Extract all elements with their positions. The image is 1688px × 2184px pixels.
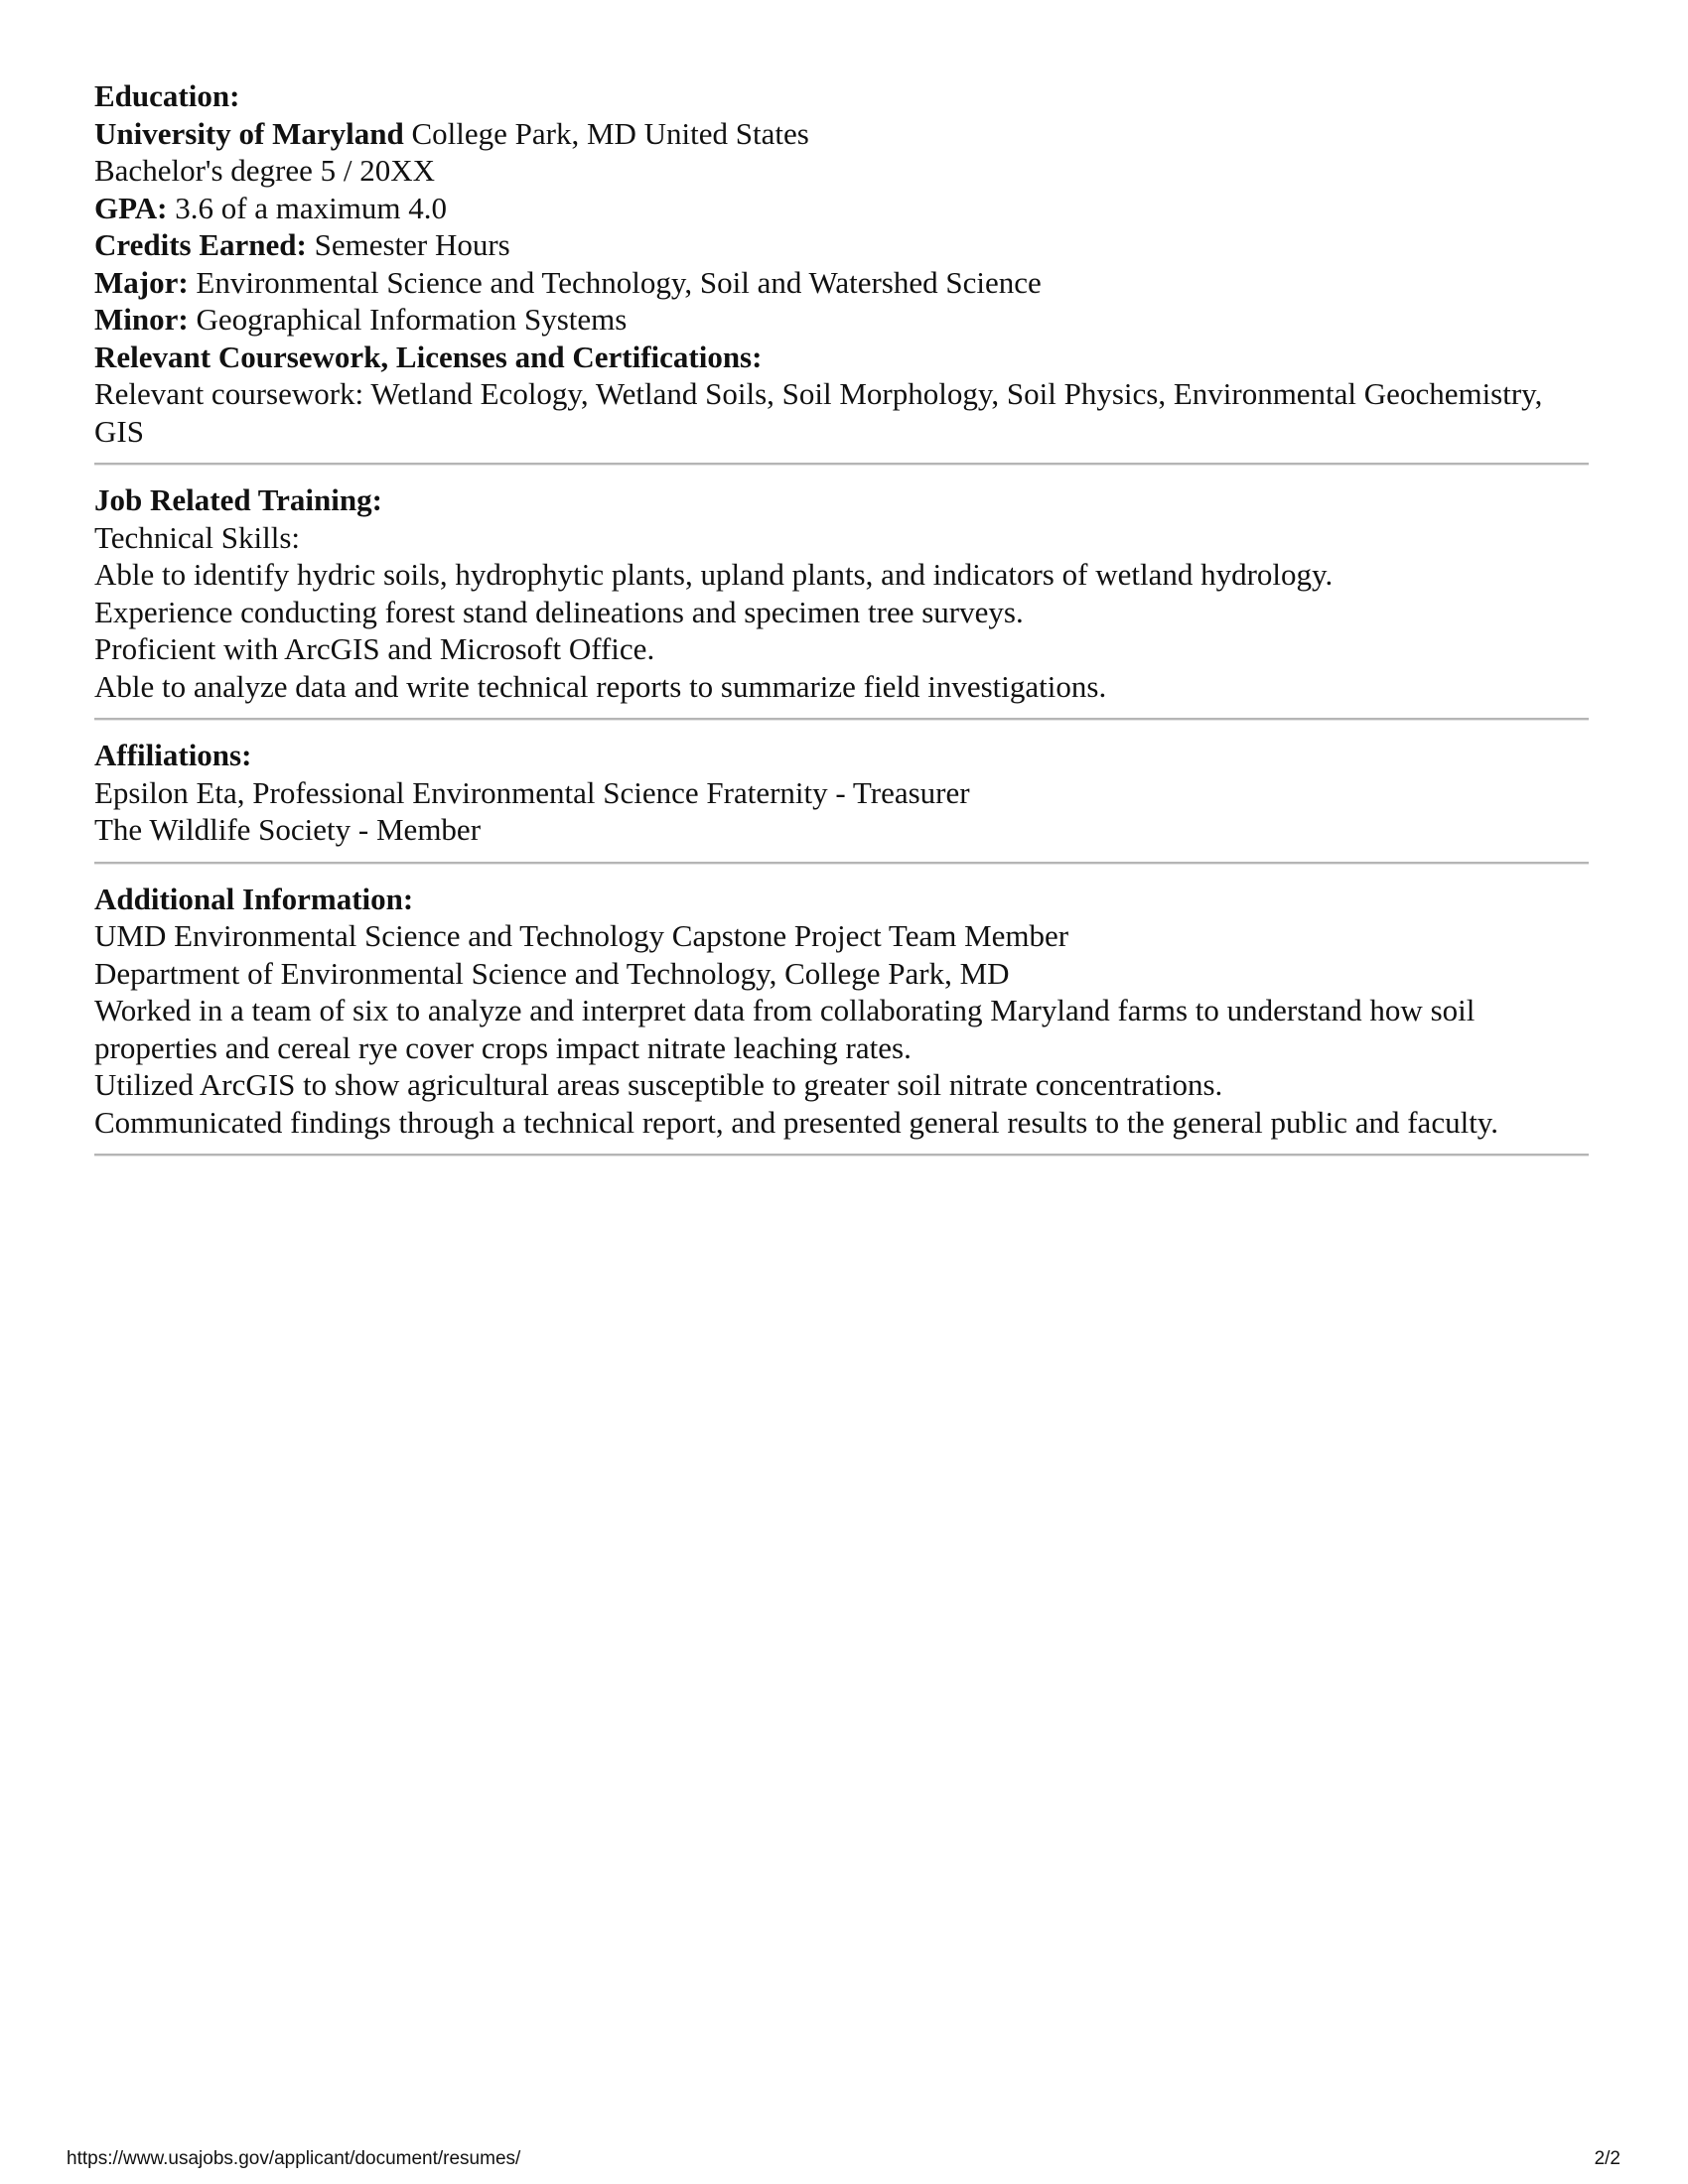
training-line: Able to analyze data and write technical reports to summarize field investigations. bbox=[94, 668, 1107, 704]
major-value: Environmental Science and Technology, Soil and Watershed Science bbox=[188, 264, 1042, 300]
affiliation-item: Epsilon Eta, Professional Environmental Science Fraternity - Treasurer bbox=[94, 774, 970, 810]
page-number: 2/2 bbox=[1594, 2148, 1620, 2169]
minor-label: Minor: bbox=[94, 302, 189, 337]
credits-label: Credits Earned: bbox=[94, 227, 307, 262]
coursework-heading: Relevant Coursework, Licenses and Certifications: bbox=[94, 339, 763, 374]
degree-line: Bachelor's degree 5 / 20XX bbox=[94, 153, 436, 188]
credits-line bbox=[94, 226, 1589, 264]
school-location: College Park, MD United States bbox=[403, 115, 809, 151]
additional-info-heading: Additional Information: bbox=[94, 881, 414, 916]
section-divider bbox=[94, 718, 1589, 720]
section-divider bbox=[94, 1154, 1589, 1156]
major-label: Major: bbox=[94, 264, 189, 300]
training-line: Experience conducting forest stand delineations and specimen tree surveys. bbox=[94, 594, 1024, 629]
training-line: Technical Skills: bbox=[94, 519, 301, 555]
additional-info-line: Communicated findings through a technical report, and presented general results to the general public and faculty. bbox=[94, 1104, 1499, 1140]
minor-line bbox=[94, 301, 1589, 339]
school-name: University of Maryland bbox=[94, 115, 404, 151]
additional-info-line: Department of Environmental Science and Technology, College Park, MD bbox=[94, 955, 1010, 991]
additional-info-section bbox=[94, 881, 1589, 1142]
footer-url: https://www.usajobs.gov/applicant/document/resumes/ bbox=[67, 2148, 521, 2169]
education-section bbox=[94, 77, 1589, 450]
major-line bbox=[94, 264, 1589, 302]
section-divider bbox=[94, 463, 1589, 465]
additional-info-line: UMD Environmental Science and Technology Capstone Project Team Member bbox=[94, 918, 1069, 953]
training-line: Able to identify hydric soils, hydrophytic plants, upland plants, and indicators of wetland hydrology. bbox=[94, 557, 1334, 592]
training-line: Proficient with ArcGIS and Microsoft Office. bbox=[94, 631, 655, 666]
affiliation-item: The Wildlife Society - Member bbox=[94, 812, 482, 847]
resume-page-content bbox=[94, 77, 1589, 1172]
training-heading: Job Related Training: bbox=[94, 482, 382, 517]
gpa-label: GPA: bbox=[94, 190, 168, 225]
gpa-value: 3.6 of a maximum 4.0 bbox=[167, 190, 448, 225]
education-heading: Education: bbox=[94, 78, 240, 113]
minor-value: Geographical Information Systems bbox=[188, 302, 628, 337]
additional-info-line: Utilized ArcGIS to show agricultural areas susceptible to greater soil nitrate concentrations. bbox=[94, 1067, 1223, 1102]
affiliations-heading: Affiliations: bbox=[94, 738, 252, 772]
additional-info-line: Worked in a team of six to analyze and interpret data from collaborating Maryland farms to understand how soil properties and cereal rye cover crops impact nitrate leaching rates. bbox=[94, 993, 1476, 1065]
affiliations-section bbox=[94, 737, 1589, 849]
gpa-line bbox=[94, 190, 1589, 227]
training-section bbox=[94, 481, 1589, 705]
section-divider bbox=[94, 862, 1589, 864]
school-line bbox=[94, 115, 1589, 153]
coursework-text: Relevant coursework: Wetland Ecology, Wetland Soils, Soil Morphology, Soil Physics, Environmental Geochemistry, GIS bbox=[94, 376, 1543, 449]
credits-value: Semester Hours bbox=[306, 227, 510, 262]
